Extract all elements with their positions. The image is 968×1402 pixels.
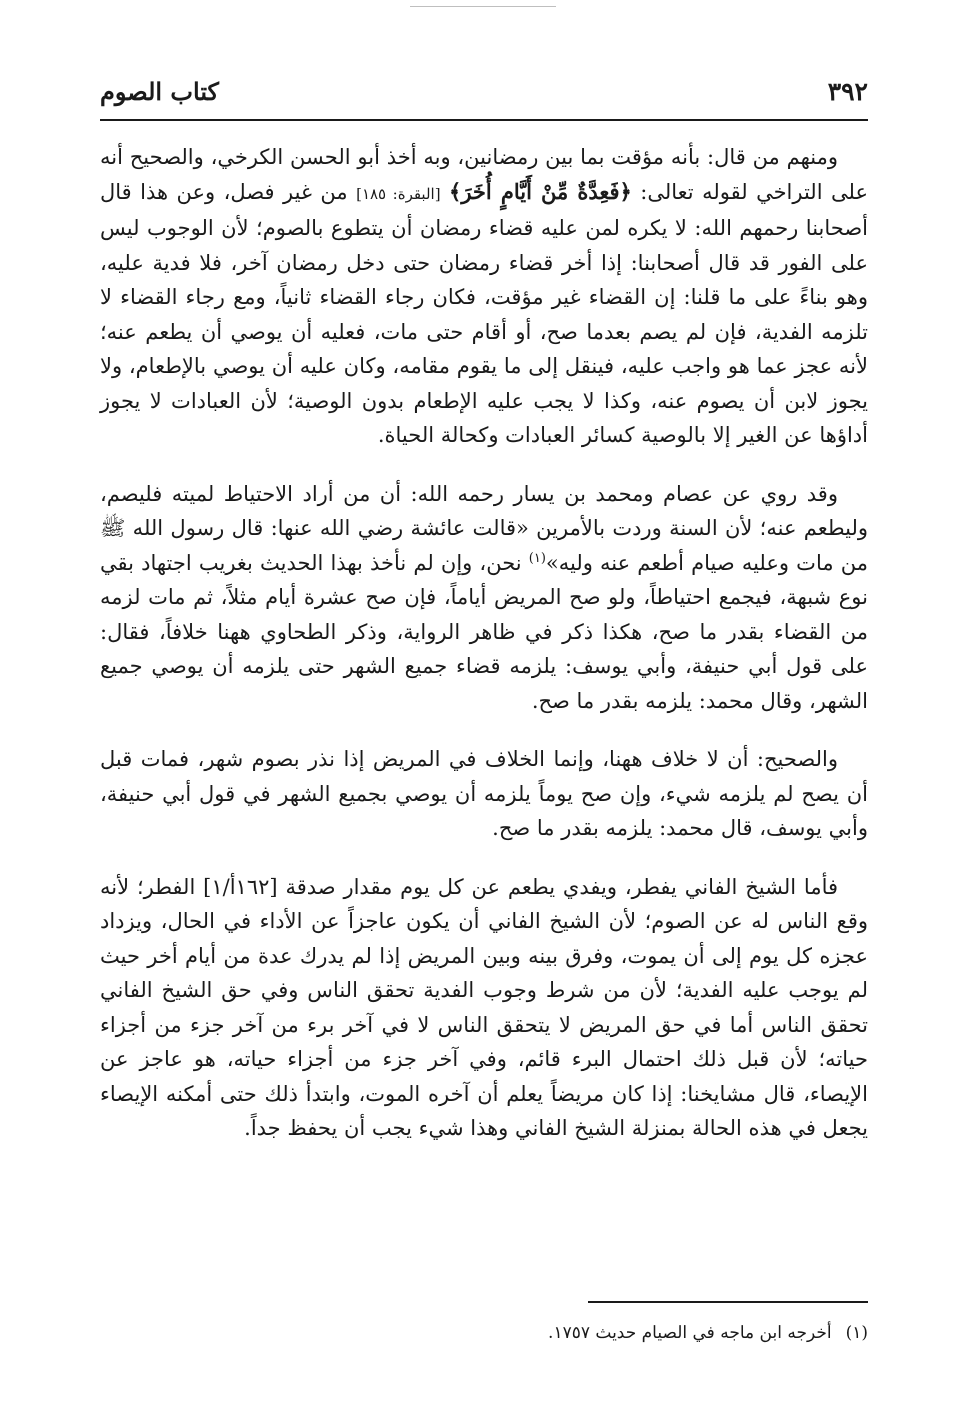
footnote-text: أخرجه ابن ماجه في الصيام حديث ١٧٥٧. [548,1323,832,1343]
footnote [100,1320,868,1346]
paragraph-1 [100,140,868,453]
quran-verse: ﴿فَعِدَّةٌ مِّنْ أَيَّامٍ أُخَرَ﴾ [449,178,632,204]
paragraph-4: فأما الشيخ الفاني يفطر، ويفدي يطعم عن كل يوم مقدار صدقة [١٦٢أ/١] الفطر؛ لأنه وقع الناس له عن الصوم؛ لأن الشيخ الفاني أن يكون عاجزاً عن الأداء في الحال، ويزداد عجزه كل يوم إلى أن يموت، وفرق بينه وبين المريض إذا لم يدرك عدة من أيام أخر حيث لم يوجب عليه الفدية؛ لأن من شرط وجوب الفدية تحقق الناس وفي حق الشيخ الفاني تحقق الناس أما في حق المريض لا يتحقق الناس لا في آخر برء من آخر جزء من أجزاء حياته؛ لأن قبل ذلك احتمال البرء قائم، وفي آخر جزء من أجزاء حياته، هو عاجز عن الإيصاء، قال مشايخنا: إذا كان مريضاً يعلم أن آخره الموت، وابتدأ ذلك حتى أمكنه الإيصاء يجعل في هذه الحالة بمنزلة الشيخ الفاني وهذا شيء يجب أن يحفظ جداً. [100,874,868,1140]
paragraph-3: والصحيح: أن لا خلاف ههنا، وإنما الخلاف في المريض إذا نذر بصوم شهر، فمات قبل أن يصح لم يلزمه شيء، وإن صح يوماً يلزمه أن يوصي بجميع الشهر في قول أبي حنيفة، وأبي يوسف، قال محمد: يلزمه بقدر ما صح. [100,747,868,840]
footnote-rule [588,1301,868,1303]
page-header [100,76,868,112]
running-title: كتاب الصوم [100,77,219,106]
paragraph-2-text-after: نحن، وإن لم نأخذ بهذا الحديث بغريب اجتهاد بقي نوع شبهة، فيجمع احتياطاً، ولو صح المريض أياماً، فإن صح عشرة أيام مثلاً، ثم مات لزمه من القضاء بقدر ما صح، هكذا ذكر في ظاهر الرواية، وذكر الطحاوي ههنا خلافاً، فقال: على قول أبي حنيفة، وأبي يوسف: يلزمه قضاء جميع الشهر حتى يلزمه أن يوصي جميع الشهر، وقال محمد: يلزمه بقدر ما صح. [100,550,868,713]
paragraph-2-text-before: وقد روي عن عصام ومحمد بن يسار رحمه الله: أن من أراد الاحتياط لميته فليصم، وليطعم عنه؛ لأن السنة وردت بالأمرين «قالت عائشة رضي الله عنها: قال رسول الله ﷺ من مات وعليه صيام أطعم عنه وليه» [100,481,868,575]
page-number: ٣٩٢ [827,77,868,106]
verse-reference: [البقرة: ١٨٥] [356,184,441,203]
header-rule [100,119,868,121]
paragraph-2 [100,477,868,719]
main-text [100,140,868,1170]
top-scan-mark [410,6,556,7]
paragraph-1-text-after: من غير فصل، وعن هذا قال أصحابنا رحمهم الله: لا يكره لمن عليه قضاء رمضان أن يتطوع بالصوم؛ لأن الوجوب ليس على الفور قد قال أصحابنا: إذا أخر قضاء رمضان حتى دخل رمضان آخر، فلا فدية عليه، وهو بناءً على ما قلنا: إن القضاء غير مؤقت، فكان رجاء القضاء ثانياً، ومع رجاء القضاء لا تلزمه الفدية، فإن لم يصم بعدما صح، أو أقام حتى مات، فعليه أن يوصي أن يطعم عنه؛ لأنه عجز عما هو واجب عليه، فينقل إلى ما يقوم مقامه، وكان عليه أن يوصي بالإطعام، ولا يجوز لابن أن يصوم عنه، وكذا لا يجب عليه الإطعام بدون الوصية؛ لأن العبادات لا يجوز أداؤها عن الغير إلا بالوصية كسائر العبادات وكحالة الحياة. [100,179,868,447]
footnote-marker: (١) [528,550,546,566]
footnote-number: (١) [845,1323,868,1343]
paragraph-1-text-before: ومنهم من قال: بأنه مؤقت بما بين رمضانين، وبه أخذ أبو الحسن الكرخي، والصحيح أنه على التراخي لقوله تعالى: [100,145,868,204]
